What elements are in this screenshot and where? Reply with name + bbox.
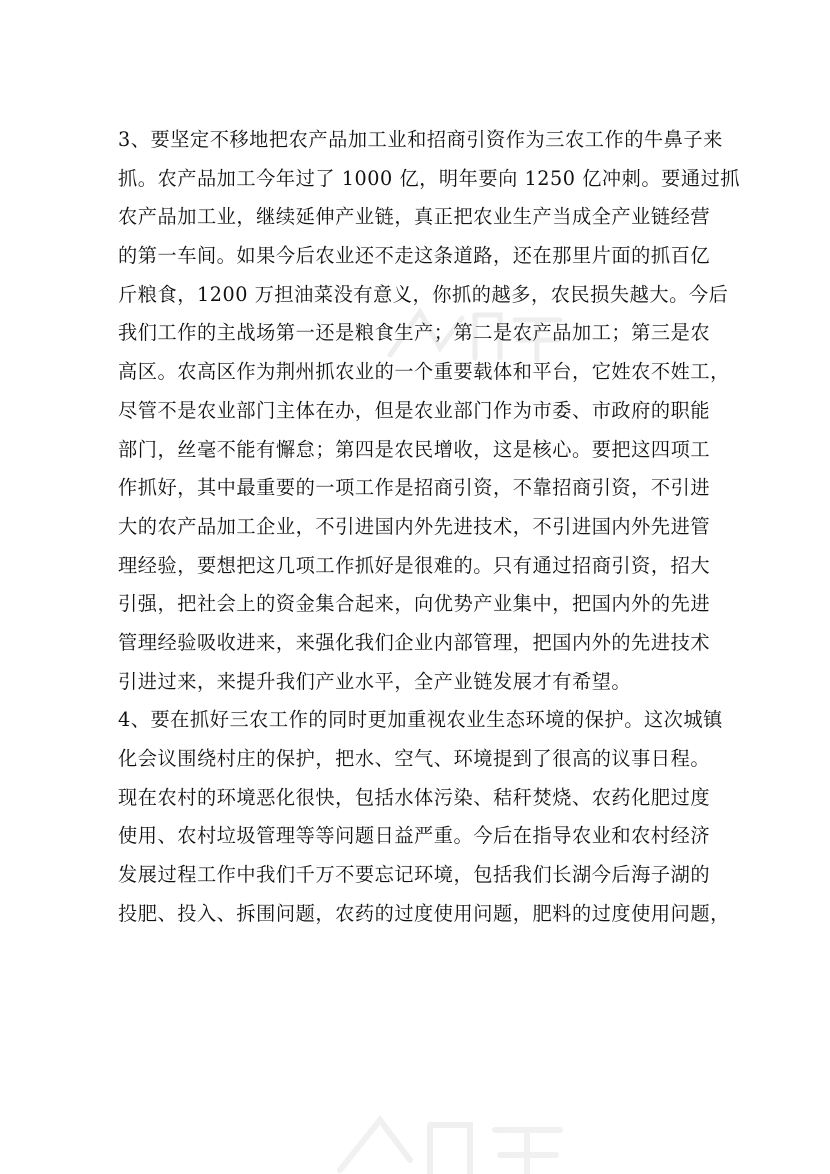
text-line: 引进过来，来提升我们产业水平，全产业链发展才有希望。 xyxy=(118,669,632,693)
text-line: 发展过程工作中我们千万不要忘记环境，包括我们长湖今后海子湖的 xyxy=(118,863,711,887)
paragraph-4 xyxy=(118,701,730,933)
text-line: 尽管不是农业部门主体在办，但是农业部门作为市委、市政府的职能 xyxy=(118,398,711,422)
text-line: 引强，把社会上的资金集合起来，向优势产业集中，把国内外的先进 xyxy=(118,592,711,616)
text-line: 4、要在抓好三农工作的同时更加重视农业生态环境的保护。这次城镇 xyxy=(118,708,723,732)
text-line: 作抓好，其中最重要的一项工作是招商引资，不靠招商引资，不引进 xyxy=(118,476,711,500)
text-line: 的第一车间。如果今后农业还不走这条道路，还在那里片面的抓百亿 xyxy=(118,244,711,268)
text-line: 部门，丝毫不能有懈怠；第四是农民增收，这是核心。要把这四项工 xyxy=(118,437,711,461)
text-line: 理经验，要想把这几项工作抓好是很难的。只有通过招商引资，招大 xyxy=(118,553,711,577)
text-line: 大的农产品加工企业，不引进国内外先进技术，不引进国内外先进管 xyxy=(118,514,711,538)
text-line: 抓。农产品加工今年过了 1000 亿，明年要向 1250 亿冲刺。要通过抓 xyxy=(118,166,741,190)
text-line: 使用、农村垃圾管理等等问题日益严重。今后在指导农业和农村经济 xyxy=(118,824,711,848)
text-line: 农产品加工业，继续延伸产业链，真正把农业生产当成全产业链经营 xyxy=(118,205,711,229)
document-body xyxy=(118,121,741,933)
text-line: 现在农村的环境恶化很快，包括水体污染、秸秆焚烧、农药化肥过度 xyxy=(118,785,711,809)
text-line: 化会议围绕村庄的保护，把水、空气、环境提到了很高的议事日程。 xyxy=(118,747,711,770)
paragraph-3 xyxy=(118,121,741,701)
text-line: 我们工作的主战场第一还是粮食生产；第二是农产品加工；第三是农 xyxy=(118,321,711,345)
text-line: 斤粮食，1200 万担油菜没有意义，你抓的越多，农民损失越大。今后 xyxy=(118,282,729,306)
text-line: 投肥、投入、拆围问题，农药的过度使用问题，肥料的过度使用问题， xyxy=(118,901,730,925)
watermark-logo-icon xyxy=(320,1100,600,1174)
text-line: 3、要坚定不移地把农产品加工业和招商引资作为三农工作的牛鼻子来 xyxy=(118,128,723,151)
text-line: 管理经验吸收进来，来强化我们企业内部管理，把国内外的先进技术 xyxy=(118,630,711,654)
text-line: 高区。农高区作为荆州抓农业的一个重要载体和平台，它姓农不姓工， xyxy=(118,360,730,384)
